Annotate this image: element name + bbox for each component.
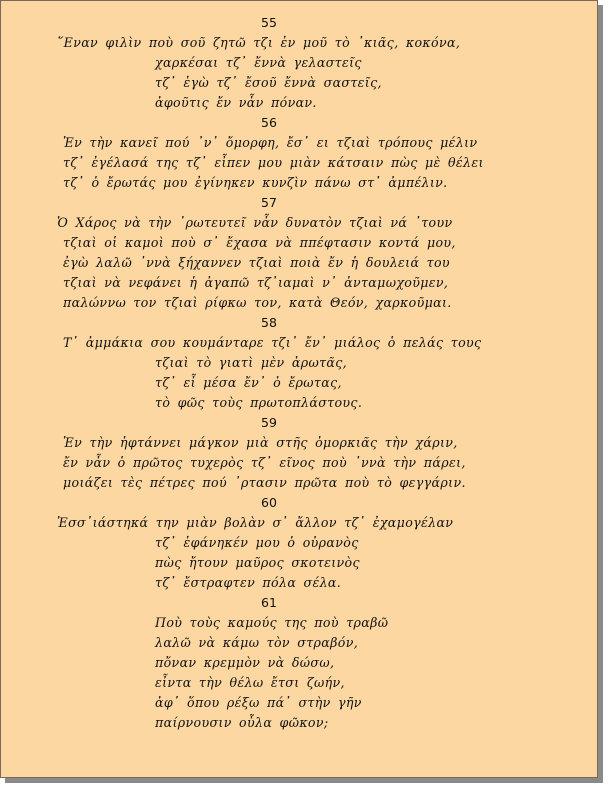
verse-line: χαρκέσαι τζ᾿ ἔννὰ γελαστεῖς (155, 55, 362, 70)
verse-line: ῞Εναν φιλὶν ποὺ σοῦ ζητῶ τζι ἐν μοῦ τὸ ᾿κιᾶς, κοκόνα, (57, 35, 461, 50)
verse-line: ἔν νἆν ὁ πρῶτος τυχερὸς τζ᾿ εῖνος ποὺ ᾿ννὰ τὴν πάρει, (63, 455, 466, 470)
verse-line: τζιαὶ τὸ γιατὶ μὲν ἀρωτᾶς, (155, 355, 348, 370)
verse-line: Ἐν τὴν ἠφτάννει μάγκον μιὰ στῆς ὀμορκιᾶς τὴν χάριν, (63, 435, 458, 450)
verse-line: μοιάζει τὲς πέτρες πού ᾿ρτασιν πρῶτα ποὺ τὸ φεγγάριν. (63, 475, 466, 490)
verse-line: τζ᾿ ἐγὼ τζ᾿ ἔσοῦ ἔννὰ σαστεῖς, (155, 75, 382, 90)
verse-line: τὸ φῶς τοὺς πρωτοπλάστους. (155, 395, 363, 410)
poem-number: 59 (261, 415, 277, 430)
verse-line: τζ᾿ ἐφάνηκέν μου ὁ οὐρανὸς (155, 535, 359, 550)
verse-line: Ἐσσ᾿ιάστηκά την μιὰν βολὰν σ᾿ ἄλλον τζ᾿ ἐχαμογέλαν (57, 515, 454, 530)
poem-number: 61 (261, 595, 277, 610)
verse-line: τζιαὶ νὰ νεφάνει ἡ ἀγαπῶ τζ᾿ιαμαὶ ν᾿ ἀνταμωχοῦμεν, (63, 275, 449, 290)
verse-line: Ἐν τὴν κανεῖ πού ᾿ν᾿ ὄμορφη, ἔσ᾿ ει τζιαὶ τρόπους μέλιν (63, 135, 478, 150)
poem-number: 60 (261, 495, 277, 510)
verse-line: τζιαὶ οἱ καμοὶ ποὺ σ᾿ ἔχασα νὰ ππέφτασιν κοντά μου, (63, 235, 456, 250)
poem-number: 58 (261, 315, 277, 330)
verse-line: ἐγὼ λαλῶ ᾿ννὰ ξήχαννεν τζιαὶ ποιὰ ἔν ἡ δουλειά του (63, 255, 450, 270)
poem-number: 57 (261, 195, 277, 210)
verse-line: τζ᾿ ἐγέλασά της τζ᾿ εἶπεν μου μιὰν κάτσαιν πὼς μὲ θέλει (63, 155, 484, 170)
verse-line: παλώννω τον τζιαὶ ρίφκω τον, κατὰ Θεόν, χαρκοῦμαι. (63, 295, 452, 310)
verse-line: τζ᾿ εἶ μέσα ἔν᾿ ὁ ἔρωτας, (155, 375, 342, 390)
verse-line: τζ᾿ ἔστραφτεν πόλα σέλα. (155, 575, 342, 590)
verse-line: Ποὺ τοὺς καμούς της ποὺ τραβῶ (155, 615, 389, 630)
verse-line: λαλῶ νὰ κάμω τὸν στραβόν, (155, 635, 359, 650)
verse-line: Ὁ Χάρος νὰ τὴν ᾿ρωτευτεῖ νἆν δυνατὸν τζιαὶ νά ᾿τουν (57, 215, 453, 230)
verse-line: παίρνουσιν οὖλα φῶκον; (155, 715, 329, 730)
verse-line: εἶντα τὴν θέλω ἔτσι ζωήν, (155, 675, 345, 690)
verse-line: πὼς ἤτουν μαῦρος σκοτεινὸς (155, 555, 360, 570)
verse-line: τζ᾿ ὁ ἔρωτάς μου ἐγίνηκεν κυνζὶν πάνω στ᾿ ἀμπέλιν. (63, 175, 448, 190)
poem-number: 56 (261, 115, 277, 130)
verse-line: ἀφ᾿ ὅπου ρέξω πά᾿ στὴν γῆν (155, 695, 362, 710)
verse-line: ἀφοῦτις ἔν νἆν πόναν. (155, 95, 317, 110)
poem-number: 55 (261, 15, 277, 30)
verse-line: Τ᾿ ἀμμάκια σου κουμάνταρε τζι᾿ ἔν᾿ μιάλος ὁ πελάς τους (63, 335, 482, 350)
verse-line: πὄναν κρεμμὸν νὰ δώσω, (155, 655, 335, 670)
